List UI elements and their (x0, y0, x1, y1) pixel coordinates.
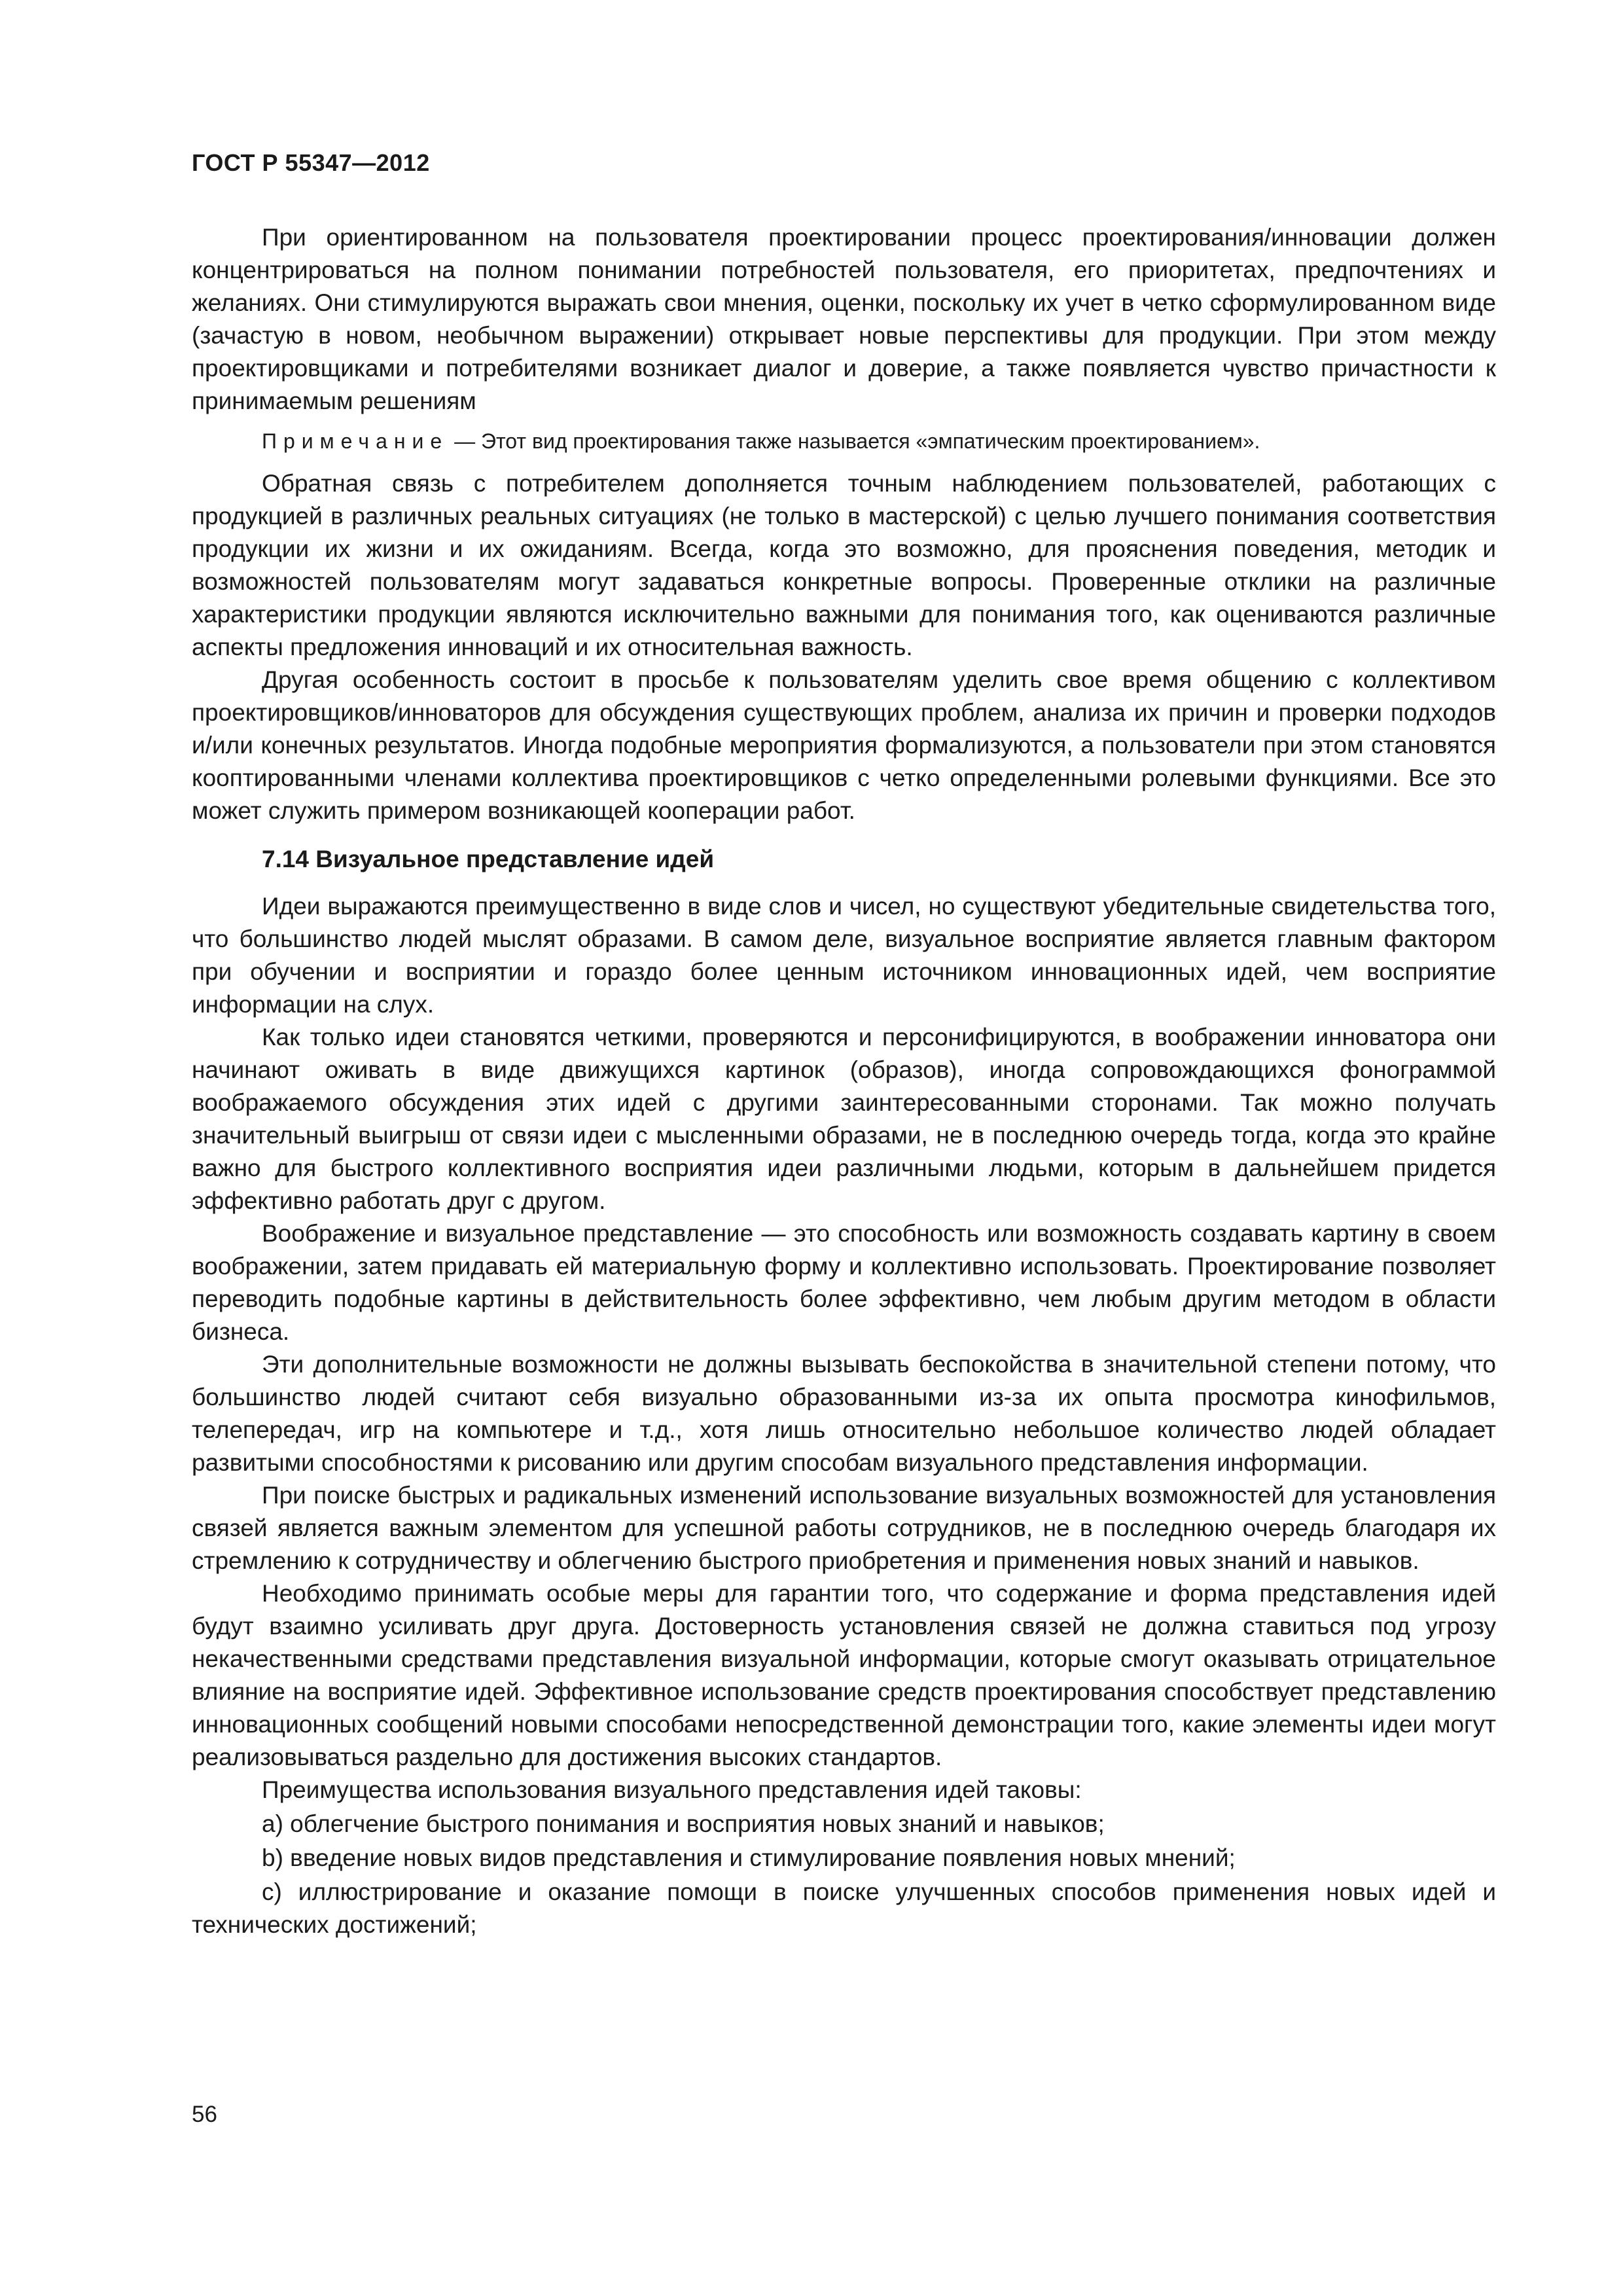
document-header-title: ГОСТ Р 55347—2012 (192, 149, 430, 176)
note-label: Примечание (262, 429, 449, 453)
paragraph-radical-changes: При поиске быстрых и радикальных изменений использование визуальных возможностей для установления связей является важным элементом для успешной работы сотрудников, не в последнюю очередь благодаря их стремлению к сотрудничеству и облегчению быстрого приобретения и применения новых знаний и навыков. (192, 1482, 1496, 1574)
paragraph-content-form: Необходимо принимать особые меры для гарантии того, что содержание и форма представления идей будут взаимно усиливать друг друга. Достоверность установления связей не должна ставиться под угрозу некачественными средствами представления визуальной информации, которые смогут оказывать отрицательное влияние на восприятие идей. Эффективное использование средств проектирования способствует представлению инновационных сообщений новыми способами непосредственной демонстрации того, какие элементы идеи могут реализовываться раздельно для достижения высоких стандартов. (192, 1580, 1496, 1770)
list-item-b: b) введение новых видов представления и стимулирование появления новых мнений; (262, 1844, 1236, 1871)
paragraph-innovator-imagination: Как только идеи становятся четкими, проверяются и персонифицируются, в воображении инноватора они начинают оживать в виде движущихся картинок (образов), иногда сопровождающихся фонограммой воображаемого обсуждения этих идей с другими заинтересованными сторонами. Так можно получать значительный выигрыш от связи идеи с мысленными образами, не в последнюю очередь тогда, когда это крайне важно для быстрого коллективного восприятия идеи различными людьми, которым в дальнейшем придется эффективно работать друг с другом. (192, 1024, 1496, 1214)
note-text: — Этот вид проектирования также называется «эмпатическим проектированием». (448, 429, 1260, 453)
paragraph-feedback: Обратная связь с потребителем дополняется точным наблюдением пользователей, работающих с продукцией в различных реальных ситуациях (не только в мастерской) с целью лучшего понимания соответствия продукции их жизни и их ожиданиям. Всегда, когда это возможно, для прояснения поведения, методик и возможностей пользователям могут задаваться конкретные вопросы. Проверенные отклики на различные характеристики продукции являются исключительно важными для понимания того, как оцениваются различные аспекты предложения инноваций и их относительная важность. (192, 470, 1496, 660)
note (192, 427, 1496, 456)
paragraph-cooperation: Другая особенность состоит в просьбе к пользователям уделить свое время общению с коллективом проектировщиков/инноваторов для обсуждения существующих проблем, анализа их причин и проверки подходов и/или конечных результатов. Иногда подобные мероприятия формализуются, а пользователи при этом становятся кооптированными членами коллектива проектировщиков с четко определенными ролевыми функциями. Все это может служить примером возникающей кооперации работ. (192, 666, 1496, 824)
document-body (192, 221, 1496, 1941)
paragraph-visualization-ability: Воображение и визуальное представление — это способность или возможность создавать картину в своем воображении, затем придавать ей материальную форму и коллективно использовать. Проектирование позволяет переводить подобные картины в действительность более эффективно, чем любым другим методом в области бизнеса. (192, 1220, 1496, 1345)
section-heading-7-14: 7.14 Визуальное представление идей (262, 846, 715, 872)
list-item-a: а) облегчение быстрого понимания и восприятия новых знаний и навыков; (262, 1810, 1105, 1837)
list-item-c: с) иллюстрирование и оказание помощи в поиске улучшенных способов применения новых идей и технических достижений; (192, 1878, 1496, 1938)
paragraph-ideas-images: Идеи выражаются преимущественно в виде слов и чисел, но существуют убедительные свидетельства того, что большинство людей мыслят образами. В самом деле, визуальное восприятие является главным фактором при обучении и восприятии и гораздо более ценным источником инновационных идей, чем восприятие информации на слух. (192, 893, 1496, 1018)
page-number: 56 (192, 2102, 217, 2127)
paragraph-advantages-intro: Преимущества использования визуального представления идей таковы: (262, 1776, 1082, 1803)
paragraph-visual-literacy: Эти дополнительные возможности не должны вызывать беспокойства в значительной степени потому, что большинство людей считают себя визуально образованными из-за их опыта просмотра кинофильмов, телепередач, игр на компьютере и т.д., хотя лишь относительно небольшое количество людей обладает развитыми способностями к рисованию или другим способам визуального представления информации. (192, 1351, 1496, 1476)
paragraph-user-centered-design: При ориентированном на пользователя проектировании процесс проектирования/инновации должен концентрироваться на полном понимании потребностей пользователя, его приоритетах, предпочтениях и желаниях. Они стимулируются выражать свои мнения, оценки, поскольку их учет в четко сформулированном виде (зачастую в новом, необычном выражении) открывает новые перспективы для продукции. При этом между проектировщиками и потребителями возникает диалог и доверие, а также появляется чувство причастности к принимаемым решениям (192, 224, 1496, 414)
